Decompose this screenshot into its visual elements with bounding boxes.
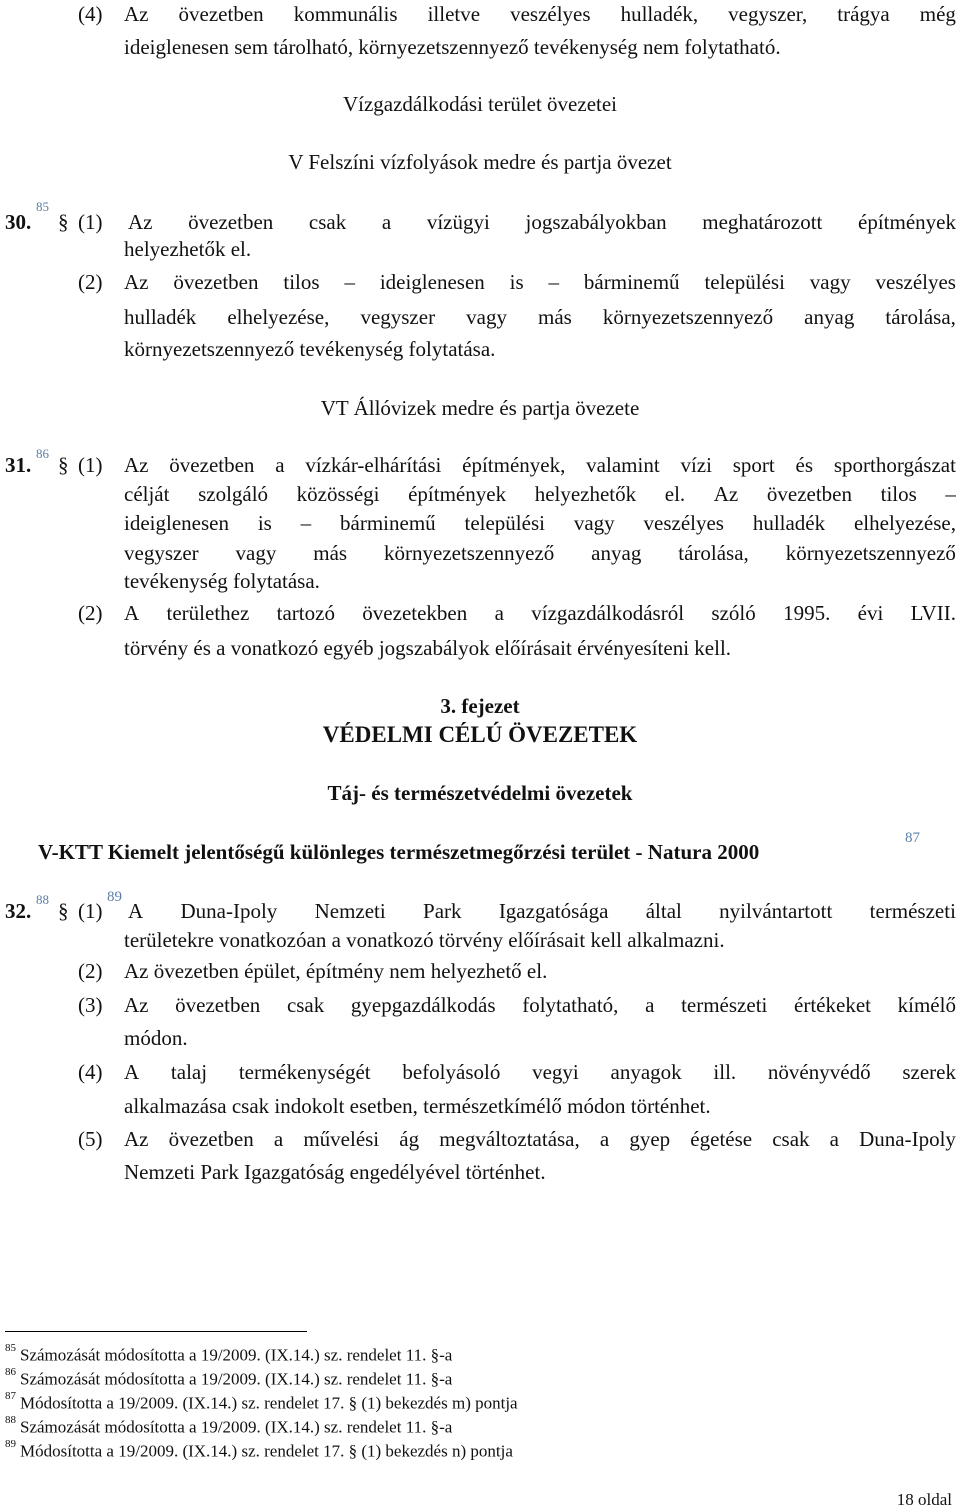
paragraph-number: (1) [78,210,103,234]
word: még [919,2,956,26]
word: értékeket [794,993,871,1017]
word: művelési [303,1127,380,1151]
word: övezetekben [362,601,468,625]
word: környezetszennyező [785,541,956,565]
word: gyep [629,1127,671,1151]
word: ág [399,1127,420,1151]
word: anyag [591,541,642,565]
word: vagy [466,305,507,329]
word: elhelyezése, [853,511,956,535]
word: a [599,1127,610,1151]
text-line: helyezhetők el. [124,237,252,261]
text-line: Az övezetben épület, építmény nem helyezhető el. [124,959,548,983]
word: anyagok [610,1060,682,1084]
word: vízi [680,453,712,477]
word: vegyszer, [728,2,808,26]
word: ideiglenesen [379,270,485,294]
word: vízügyi [426,210,490,234]
word: sport [732,453,775,477]
footnote [5,1366,453,1390]
text-line: tevékenység folytatása. [124,569,320,593]
section-number: 31. [5,453,32,477]
word: közösségi [296,482,380,506]
text-line [128,210,956,235]
word: Az [713,482,739,506]
word: Nemzeti [314,899,386,923]
footnote-text: Módosította a 19/2009. (IX.14.) sz. rendelet 17. § (1) bekezdés m) pontja [20,1393,518,1413]
section-number: 30. [5,210,32,234]
word: égetése [690,1127,753,1151]
word: természeti [869,899,956,923]
word: 1995. [783,601,831,625]
paragraph-number: (5) [78,1127,103,1151]
word: települési [704,270,785,294]
word: a [275,453,285,477]
paragraph-number: (4) [78,2,103,26]
word: megváltoztatása, [439,1127,580,1151]
word: Az [124,993,149,1017]
paragraph-number: (2) [78,601,103,625]
text-line [124,511,956,536]
word: talaj [170,1060,208,1084]
word: gyepgazdálkodás [350,993,496,1017]
footnote [5,1438,513,1462]
word: által [645,899,682,923]
word: építmények [408,482,507,506]
paragraph-number: (1) [78,453,103,477]
word: övezetben [188,210,274,234]
text-line: alkalmazása csak indokolt esetben, természetkímélő módon történhet. [124,1094,711,1118]
word: a [645,993,655,1017]
text-line [124,541,956,566]
word: szerek [902,1060,956,1084]
word: hulladék [752,511,826,535]
word: Igazgatósága [498,899,609,923]
word: is [257,511,272,535]
section-heading: Táj- és természetvédelmi övezetek [327,781,633,805]
word: ill. [713,1060,737,1084]
word: hulladék [124,305,197,329]
word: kommunális [293,2,398,26]
word: vegyi [532,1060,579,1084]
paragraph-number: (4) [78,1060,103,1084]
word: tárolása, [678,541,749,565]
word: települési [464,511,545,535]
word: vegyszer [360,305,436,329]
word: övezetben [175,993,261,1017]
word: – [344,270,355,294]
page-number: 18 oldal [896,1490,952,1509]
word: a [273,1127,284,1151]
section-heading: VT Állóvizek medre és partja övezete [320,396,640,420]
word: övezetben [168,1127,254,1151]
word: övezetben [766,482,852,506]
word: – [945,482,956,506]
word: övezetben [169,453,255,477]
word: trágya [837,2,890,26]
paragraph-number: (1) [78,899,103,923]
word: vegyszer [124,541,199,565]
text-line [124,305,956,330]
word: anyag [804,305,855,329]
word: övezetben [178,2,264,26]
chapter-title: VÉDELMI CÉLÚ ÖVEZETEK [322,722,638,747]
word: hulladék, [620,2,699,26]
footnote [5,1390,518,1414]
section-heading: Vízgazdálkodási terület övezetei [342,92,618,116]
word: vízgazdálkodásról [531,601,685,625]
word: vagy [235,541,277,565]
footnote-ref: 87 [905,830,920,846]
word: Duna-Ipoly [180,899,278,923]
word: építmények [858,210,956,234]
section-heading: V-KTT Kiemelt jelentőségű különleges természetmegőrzési terület - Natura 2000 [38,840,760,864]
word: Duna-Ipoly [859,1127,956,1151]
text-line [124,1127,956,1152]
word: el. [664,482,686,506]
footnote-text: Módosította a 19/2009. (IX.14.) sz. rendelet 17. § (1) bekezdés n) pontja [20,1441,513,1461]
footnote-ref: 85 [36,199,49,214]
section-number: 32. [5,899,32,923]
word: Az [124,2,149,26]
word: vízkár-elhárítási [305,453,442,477]
word: bárminemű [340,511,436,535]
text-line: területekre vonatkozóan a vonatkozó törvény előírásait kell alkalmazni. [124,928,725,952]
word: vagy [809,270,851,294]
word: ideiglenesen [124,511,229,535]
word: termékenységét [238,1060,371,1084]
footnote-ref: 86 [36,446,49,461]
word: csak [286,993,325,1017]
text-line: módon. [124,1026,188,1050]
text-line [124,601,956,626]
word: természeti [681,993,768,1017]
footnote-number: 89 [5,1438,16,1450]
word: tartozó [276,601,335,625]
text-line [124,993,956,1018]
text-line [124,1060,956,1085]
word: befolyásoló [402,1060,501,1084]
word: A [124,601,140,625]
word: valamint [586,453,660,477]
section-sign: § [58,210,69,234]
text-line [124,2,956,27]
word: vagy [573,511,615,535]
text-line [124,482,956,507]
word: Az [128,210,153,234]
chapter-number: 3. fejezet [440,694,520,718]
text-line [124,270,956,295]
text-line [128,899,956,924]
word: A [124,1060,140,1084]
word: célját [124,482,170,506]
word: meghatározott [702,210,823,234]
word: csak [308,210,347,234]
word: csak [772,1127,810,1151]
word: sporthorgászat [833,453,956,477]
word: a [381,210,392,234]
word: elhelyezése, [227,305,330,329]
footnote-number: 88 [5,1414,16,1426]
word: Az [124,270,149,294]
section-heading: V Felszíni vízfolyások medre és partja övezet [288,150,672,174]
word: Az [124,453,149,477]
word: nyilvántartott [719,899,833,923]
text-line: törvény és a vonatkozó egyéb jogszabályok előírásait érvényesíteni kell. [124,636,732,660]
paragraph-number: (3) [78,993,103,1017]
word: – [300,511,312,535]
word: tárolása, [885,305,956,329]
word: és [795,453,814,477]
word: övezetben [173,270,259,294]
paragraph-number: (2) [78,270,103,294]
footnote-ref: 88 [36,892,49,907]
section-sign: § [58,899,69,923]
footnote-number: 86 [5,1366,16,1378]
footnote-text: Számozását módosította a 19/2009. (IX.14.) sz. rendelet 11. §-a [20,1345,453,1365]
word: évi [857,601,884,625]
word: területhez [166,601,250,625]
word: tilos [283,270,320,294]
word: veszélyes [875,270,956,294]
word: környezetszennyező [602,305,774,329]
word: növényvédő [767,1060,871,1084]
word: tilos [880,482,917,506]
footnote-separator [5,1331,307,1332]
word: szolgáló [198,482,269,506]
word: LVII. [910,601,956,625]
footnote-text: Számozását módosította a 19/2009. (IX.14.) sz. rendelet 11. §-a [20,1369,453,1389]
word: más [313,541,348,565]
footnote-number: 87 [5,1390,16,1402]
word: Park [423,899,462,923]
word: veszélyes [510,2,591,26]
word: helyezhetők [534,482,637,506]
text-line: Nemzeti Park Igazgatóság engedélyével történhet. [124,1160,546,1184]
section-sign: § [58,453,69,477]
word: jogszabályokban [525,210,667,234]
word: A [128,899,144,923]
word: a [829,1127,839,1151]
text-line: környezetszennyező tevékenység folytatása. [124,337,496,361]
paragraph-number: (2) [78,959,103,983]
word: folytatható, [522,993,619,1017]
word: veszélyes [643,511,724,535]
word: építmények, [462,453,566,477]
word: – [548,270,560,294]
word: is [509,270,524,294]
footnote [5,1414,453,1438]
word: bárminemű [583,270,680,294]
footnote-number: 85 [5,1342,16,1354]
footnote-text: Számozását módosította a 19/2009. (IX.14.) sz. rendelet 11. §-a [20,1417,453,1437]
word: a [494,601,504,625]
footnote [5,1342,453,1366]
word: szóló [711,601,756,625]
word: más [538,305,572,329]
text-line [124,453,956,478]
text-line: ideiglenesen sem tárolható, környezetszennyező tevékenység nem folytatható. [124,35,781,59]
footnote-ref: 89 [107,889,122,905]
word: kímélő [897,993,956,1017]
word: környezetszennyező [384,541,555,565]
word: illetve [427,2,481,26]
word: Az [124,1127,149,1151]
